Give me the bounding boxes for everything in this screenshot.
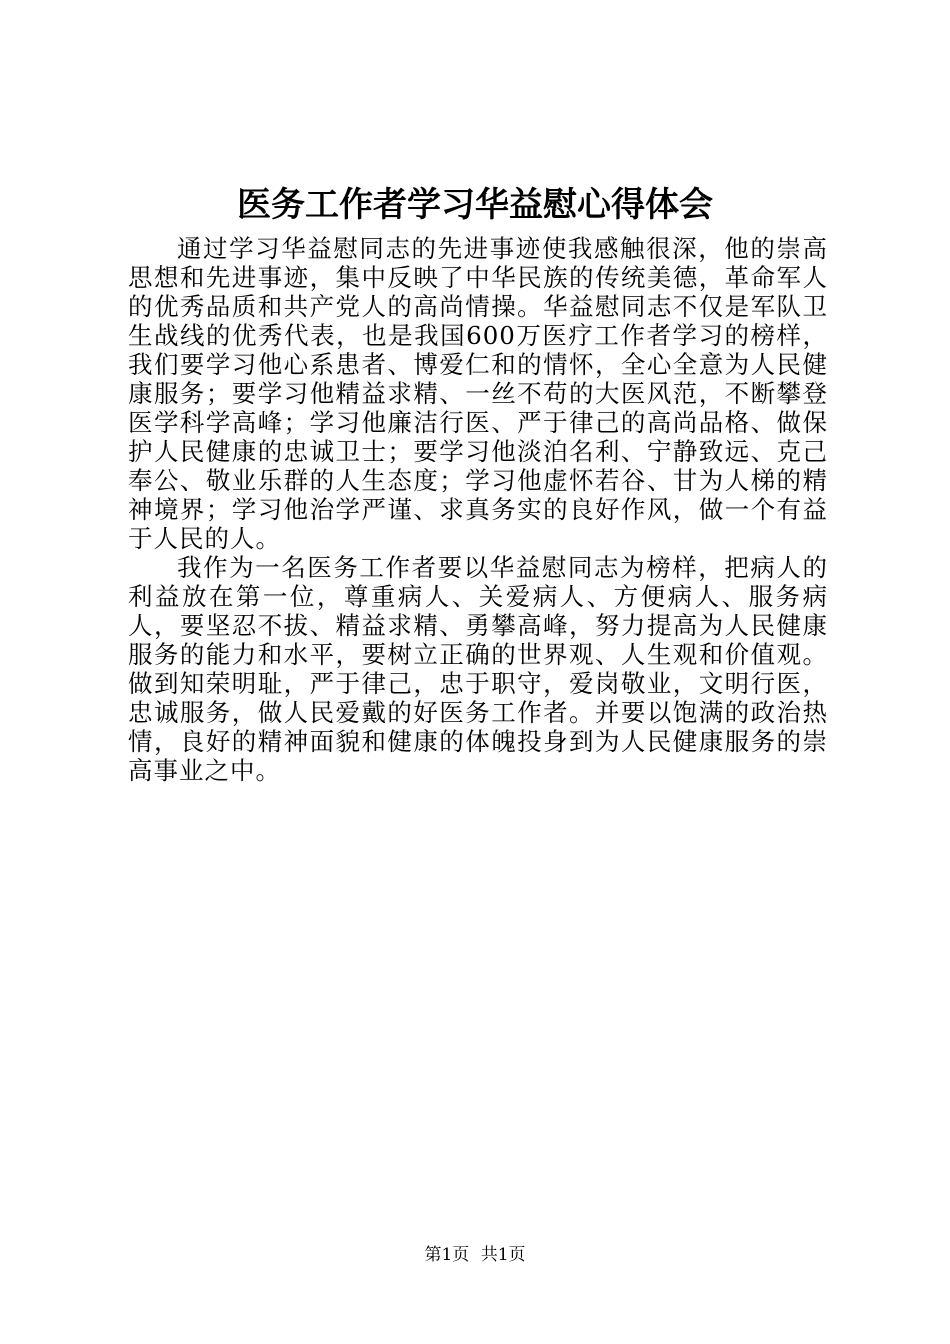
document-title: 医务工作者学习华益慰心得体会 bbox=[237, 185, 713, 225]
page-number-current: 第1页 bbox=[424, 1245, 470, 1265]
paragraph-1: 通过学习华益慰同志的先进事迹使我感触很深，他的崇高思想和先进事迹，集中反映了中华民族的传统美德，革命军人的优秀品质和共产党人的高尚情操。华益慰同志不仅是军队卫生战线的优秀代表，也是我国600万医疗工作者学习的榜样，我们要学习他心系患者、博爱仁和的情怀，全心全意为人民健康服务；要学习他精益求精、一丝不苟的大医风范，不断攀登医学科学高峰；学习他廉洁行医、严于律己的高尚品格、做保护人民健康的忠诚卫士；要学习他淡泊名利、宁静致远、克己奉公、敬业乐群的人生态度；学习他虚怀若谷、甘为人梯的精神境界；学习他治学严谨、求真务实的良好作风，做一个有益于人民的人。 bbox=[128, 234, 828, 553]
document-body bbox=[128, 234, 828, 785]
paragraph-2: 我作为一名医务工作者要以华益慰同志为榜样，把病人的利益放在第一位，尊重病人、关爱病人、方便病人、服务病人，要坚忍不拔、精益求精、勇攀高峰，努力提高为人民健康服务的能力和水平，要树立正确的世界观、人生观和价值观。做到知荣明耻，严于律己，忠于职守，爱岗敬业，文明行医，忠诚服务，做人民爱戴的好医务工作者。并要以饱满的政治热情，良好的精神面貌和健康的体魄投身到为人民健康服务的崇高事业之中。 bbox=[128, 553, 828, 785]
page-footer bbox=[0, 1244, 950, 1266]
page-number-total: 共1页 bbox=[480, 1245, 526, 1265]
